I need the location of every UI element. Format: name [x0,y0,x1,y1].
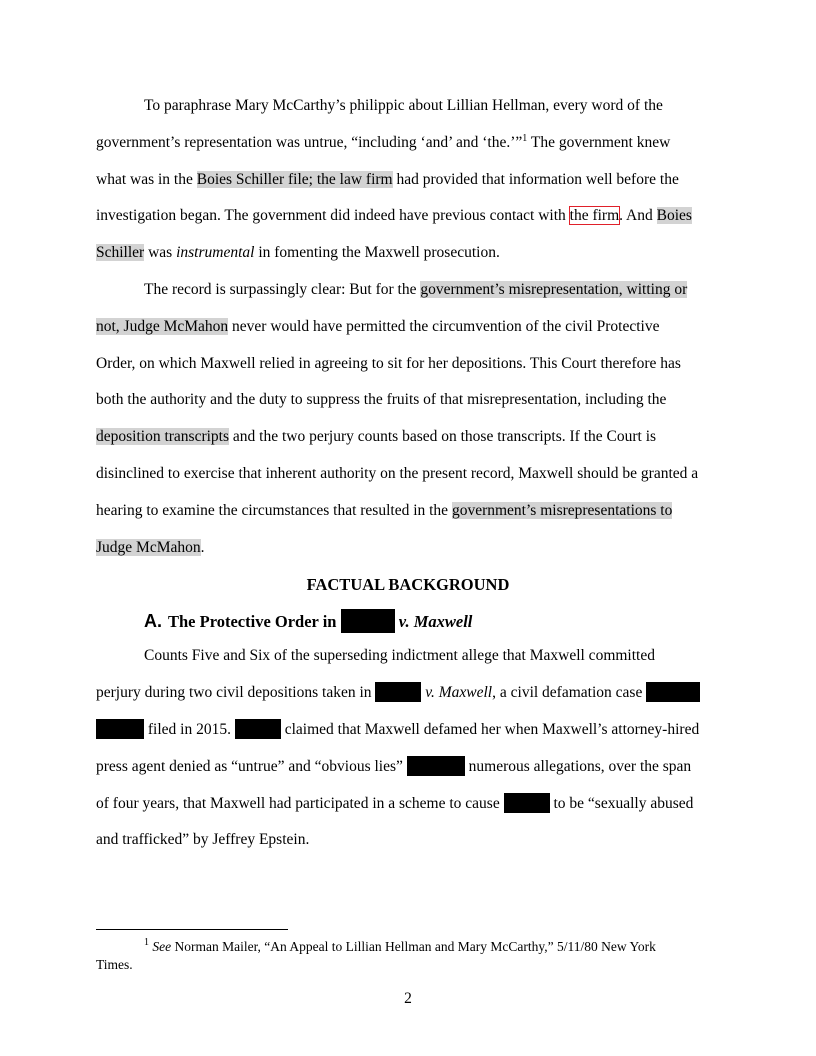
highlighted-text: Judge McMahon [96,539,201,556]
text: press agent denied as “untrue” and “obvious lies” [96,758,407,775]
text: numerous allegations, over the span [464,758,692,775]
footnote-line-1 [144,938,656,956]
text: never would have permitted the circumvention of the civil Protective [228,318,660,335]
paragraph-2-line-3: Order, on which Maxwell relied in agreeing to sit for her depositions. This Court therefore has [96,355,681,372]
subsection-case-name: v. Maxwell [394,612,473,631]
text: claimed that Maxwell defamed her when Maxwell’s attorney-hired [280,721,700,738]
section-heading: FACTUAL BACKGROUND [306,575,510,594]
paragraph-2-line-5 [96,427,656,447]
subsection-letter: A. [144,611,162,631]
highlighted-text: Boies Schiller file; the law firm [196,171,393,188]
footnote-ref[interactable]: 1 [522,133,528,144]
redaction-box [375,682,421,702]
footnote-line-2: Times. [96,957,133,972]
redaction-box [235,719,281,739]
paragraph-3-line-1: Counts Five and Six of the superseding indictment allege that Maxwell committed [144,647,655,664]
footnote-signal: See [152,939,172,954]
highlighted-text: Boies [656,207,692,224]
redaction-box [407,756,465,776]
paragraph-2-line-4: both the authority and the duty to suppress the fruits of that misrepresentation, including the [96,391,667,408]
paragraph-1-line-3 [96,170,679,190]
paragraph-1-line-5 [96,243,500,263]
text: perjury during two civil depositions taken in [96,684,376,701]
text: . And [619,207,657,224]
text: investigation began. The government did indeed have previous contact with [96,207,570,224]
paragraph-1-line-4 [96,206,692,226]
highlighted-text: not, Judge McMahon [96,318,229,335]
text: what was in the [96,171,197,188]
footnote-marker: 1 [144,937,149,948]
text: to be “sexually abused [549,795,694,812]
case-name: v. Maxwell [421,684,493,701]
paragraph-3-line-6: and trafficked” by Jeffrey Epstein. [96,831,310,848]
footnote-divider [96,929,288,930]
text: , a civil defamation case [492,684,647,701]
text: government’s representation was untrue, “including ‘and’ and ‘the.’” [96,134,523,151]
highlighted-text: government’s misrepresentation, witting or [420,281,688,298]
text: . [200,539,205,556]
redaction-box [646,682,700,702]
text: had provided that information well before the [392,171,679,188]
redaction-box [504,793,550,813]
paragraph-3-line-2 [96,682,700,703]
paragraph-2-line-8 [96,538,205,558]
paragraph-2-line-6: disinclined to exercise that inherent authority on the present record, Maxwell should be granted a [96,465,699,482]
paragraph-1-line-2 [96,133,670,153]
text: of four years, that Maxwell had participated in a scheme to cause [96,795,504,812]
text: and the two perjury counts based on those transcripts. If the Court is [229,428,657,445]
paragraph-3-line-4 [96,756,691,777]
paragraph-2-line-2 [96,317,659,337]
subsection-heading [144,609,472,633]
paragraph-2-line-1 [144,280,687,300]
paragraph-3-line-3 [96,719,699,740]
highlighted-text: deposition transcripts [96,428,230,445]
page-number: 2 [404,990,412,1007]
redaction-box [341,609,395,633]
paragraph-3-line-5 [96,793,693,814]
emphasis: instrumental [176,244,255,261]
highlighted-text: Schiller [96,244,145,261]
text: filed in 2015. [144,721,235,738]
redaction-box [96,719,144,739]
text: The record is surpassingly clear: But for the [144,281,421,298]
highlighted-text: government’s misrepresentations to [451,502,673,519]
link-annotation[interactable]: the firm [569,207,620,224]
text: hearing to examine the circumstances that resulted in the [96,502,452,519]
text: in fomenting the Maxwell prosecution. [254,244,500,261]
text: The government knew [527,134,671,151]
footnote-text: Norman Mailer, “An Appeal to Lillian Hellman and Mary McCarthy,” 5/11/80 New York [171,939,656,954]
paragraph-2-line-7 [96,501,672,521]
text: was [144,244,177,261]
paragraph-1-line-1: To paraphrase Mary McCarthy’s philippic about Lillian Hellman, every word of the [144,97,663,114]
subsection-text: The Protective Order in [168,612,341,631]
